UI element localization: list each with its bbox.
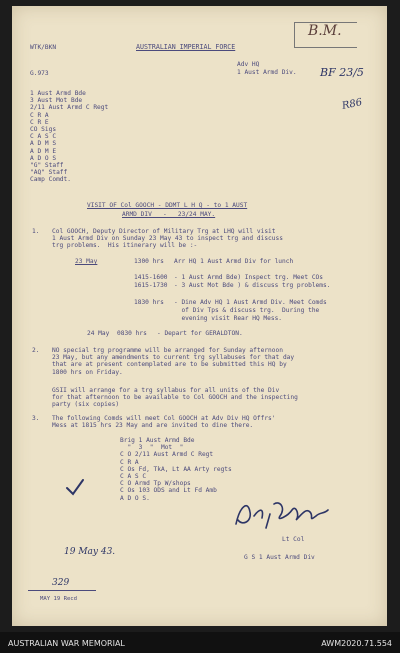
para-3-line: The following Comds will meet Col GOOCH at Adv Div HQ Offrs' [52,415,276,422]
itinerary-text: - 1 Aust Armd Bde) Inspect trg. Meet COs [174,274,324,281]
guest-item: C R A [120,458,139,466]
para-2b-line: GSII will arrange for a trg syllabus for all units of the Div [52,387,280,394]
stamp-received: MAY 19 Recd [40,596,78,602]
distribution-item: 1 Aust Armd Bde [30,90,86,97]
guest-item: C Os Fd, TkA, Lt AA Arty regts [120,465,232,473]
para-1-line: trg problems. His itinerary will be :- [52,242,198,250]
file-number: G.973 [30,70,49,77]
itinerary-time: 1415-1600 [134,274,168,281]
itinerary-text: of Div Tps & discuss trg. During the [174,307,320,314]
distribution-item: CO Sigs [30,126,57,134]
itinerary-text: Arr HQ 1 Aust Armd Div for lunch [174,258,294,265]
distribution-item: "G" Staff [30,162,64,170]
date-handwritten: 19 May 43. [64,547,116,557]
guest-item: Brig 1 Aust Armd Bde [120,437,195,444]
para-2-text [52,347,294,376]
para-2b-line: for that afternoon to be available to Col GOOCH and the inspecting [52,394,298,402]
para-3-line: Mess at 1815 hrs 23 May and are invited to dine there. [52,422,254,430]
guest-list [120,437,232,502]
distribution-item: C R A [30,111,49,119]
distribution-item: C A S C [30,133,57,141]
footer-institution: AUSTRALIAN WAR MEMORIAL [8,639,125,648]
distribution-item: 3 Aust Mot Bde [30,97,83,105]
itinerary-date: 23 May [75,258,98,265]
para-2-number: 2. [32,347,40,354]
distribution-item: A D M S [30,140,57,148]
signoff-appointment: G S 1 Aust Armd Div [244,554,315,561]
bf-handwritten: BF 23/5 [320,66,364,79]
distribution-list [30,90,108,184]
guest-item: C O Armd Tp W/shops [120,480,191,488]
para-2-line: that are at present contemplated are to be submitted this HQ by [52,361,287,369]
para-2-line: 1800 hrs on Friday. [52,368,123,376]
itinerary-time: 1300 hrs [134,258,164,265]
registry-stamp [28,580,98,606]
distribution-item: A D M E [30,147,57,155]
para-3-text [52,415,276,429]
para-1-text [52,228,283,250]
para-2b-text [52,387,298,409]
guest-item: " 3 " Mot " [120,444,184,452]
guest-item: C O 2/11 Aust Armd C Regt [120,451,214,459]
reference-code: WTK/BKN [30,44,57,51]
hq-line-2: 1 Aust Armd Div. [237,69,297,76]
subject-line-1: VISIT OF Col GOOCH - DDMT L H Q - to 1 AUST [87,202,248,209]
itinerary-time: 0830 hrs [117,330,147,337]
document-title: AUSTRALIAN IMPERIAL FORCE [136,43,236,51]
para-2b-line: party (six copies) [52,401,120,409]
check-mark-icon [64,476,86,498]
itinerary-date: 24 May [87,330,110,337]
para-1-line: 1 Aust Armd Div on Sunday 23 May 43 to inspect trg and discuss [52,235,283,243]
para-2-line: NO special trg programme will be arranged for Sunday afternoon [52,347,283,354]
para-1-line: Col GOOCH, Deputy Director of Military Trg at LHQ will visit [52,228,276,235]
stamp-number: 329 [52,578,70,588]
itinerary-text: - Dine Adv HQ 1 Aust Armd Div. Meet Comds [174,299,327,306]
distribution-item: A D O S [30,154,57,162]
itinerary-text: - Depart for GERALDTON. [157,330,243,337]
footer-accession-number: AWM2020.71.554 [321,639,392,648]
guest-item: C Os 103 ODS and Lt Fd Amb [120,487,217,495]
distribution-item: Camp Comdt. [30,176,71,184]
guest-item: C A S C [120,473,147,481]
itinerary-text: - 3 Aust Mot Bde ) & discuss trg problems. [174,282,331,289]
hq-line-1: Adv HQ [237,61,260,68]
document-page [12,6,387,626]
signoff-rank: Lt Col [282,536,305,543]
subject-line-2: ARMD DIV - 23/24 MAY. [122,211,216,218]
para-2-line: 23 May, but any amendments to current trg syllabuses for that day [52,354,295,362]
para-3-number: 3. [32,415,40,422]
distribution-item: 2/11 Aust Armd C Regt [30,104,109,112]
para-1-number: 1. [32,228,40,235]
distribution-item: "AQ" Staff [30,169,68,177]
signature [230,486,340,536]
distribution-item: C R E [30,118,49,126]
bm-handwritten: B.M. [308,23,342,39]
footer-bar [0,632,400,653]
guest-item: A D O S. [120,494,150,502]
itinerary-time: 1830 hrs [134,299,164,306]
itinerary-text: evening visit Rear HQ Mess. [174,315,283,322]
initials-handwritten: R86 [341,97,364,112]
itinerary-time: 1615-1730 [134,282,168,289]
